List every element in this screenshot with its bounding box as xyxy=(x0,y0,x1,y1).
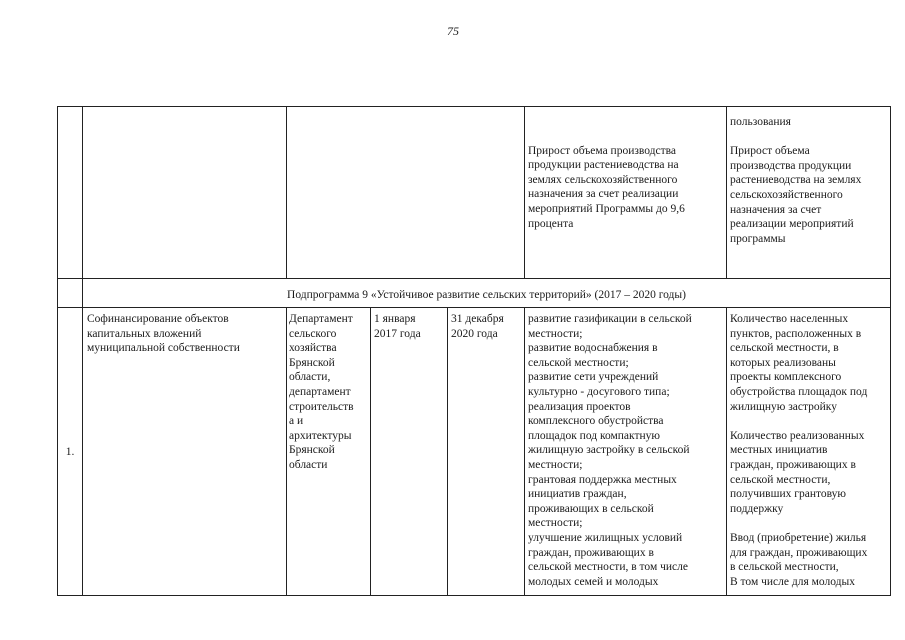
col-divider-num xyxy=(82,307,83,596)
row-divider-1 xyxy=(58,278,890,279)
col-divider-name xyxy=(286,307,287,596)
col-divider-2-top xyxy=(286,107,287,278)
row1-executor: Департамент сельского хозяйства Брянской области, департамент строительств а и архитектуры Брянской области xyxy=(289,313,354,471)
row1-number: 1. xyxy=(65,446,75,458)
row1-name: Софинансирование объектов капитальных вложений муниципальной собственности xyxy=(87,313,240,355)
table xyxy=(57,106,891,596)
col-divider-4-top xyxy=(726,107,727,278)
col-divider-end xyxy=(524,307,525,596)
row1-results: развитие газификации в сельской местности; развитие водоснабжения в сельской местности; развитие сети учреждений культурно - досугового типа; реализация проектов комплексного обустройства площадок под компактную жилищную застройку в сельской местности; грантовая поддержка местных инициатив граждан, проживающих в сельской местности; улучшение жилищных условий граждан, проживающих в сельской местности, в том числе молодых семей и молодых xyxy=(528,313,692,588)
top-row-result-text: Прирост объема производства продукции растениеводства на землях сельскохозяйственного назначения за счет реализации мероприятий Программы до 9,6 процента xyxy=(528,144,685,230)
col-divider-executor xyxy=(370,307,371,596)
row1-start-date: 1 января 2017 года xyxy=(374,313,421,340)
col-divider-results xyxy=(726,307,727,596)
row1-end-date: 31 декабря 2020 года xyxy=(451,313,504,340)
top-row-indicator-text: пользования Прирост объема производства продукции растениеводства на землях сельскохозяйственного назначения за счет реализации мероприятий программы xyxy=(730,116,862,245)
row1-indicators: Количество населенных пунктов, расположенных в сельской местности, в которых реализованы проекты комплексного обустройства площадок под жилищную застройку Количество реализованных местных инициатив граждан, проживающих в сельской местности, получивших грантовую поддержку Ввод (приобретение) жилья для граждан, проживающих в сельской местности, В том числе для молодых xyxy=(730,313,868,588)
row-divider-2 xyxy=(58,307,890,308)
subprogram-title: Подпрограмма 9 «Устойчивое развитие сельских территорий» (2017 – 2020 годы) xyxy=(287,289,686,301)
page-number: 75 xyxy=(447,24,459,38)
col-divider-3-top xyxy=(524,107,525,278)
col-divider-start xyxy=(447,307,448,596)
col-divider-num-top xyxy=(82,107,83,278)
